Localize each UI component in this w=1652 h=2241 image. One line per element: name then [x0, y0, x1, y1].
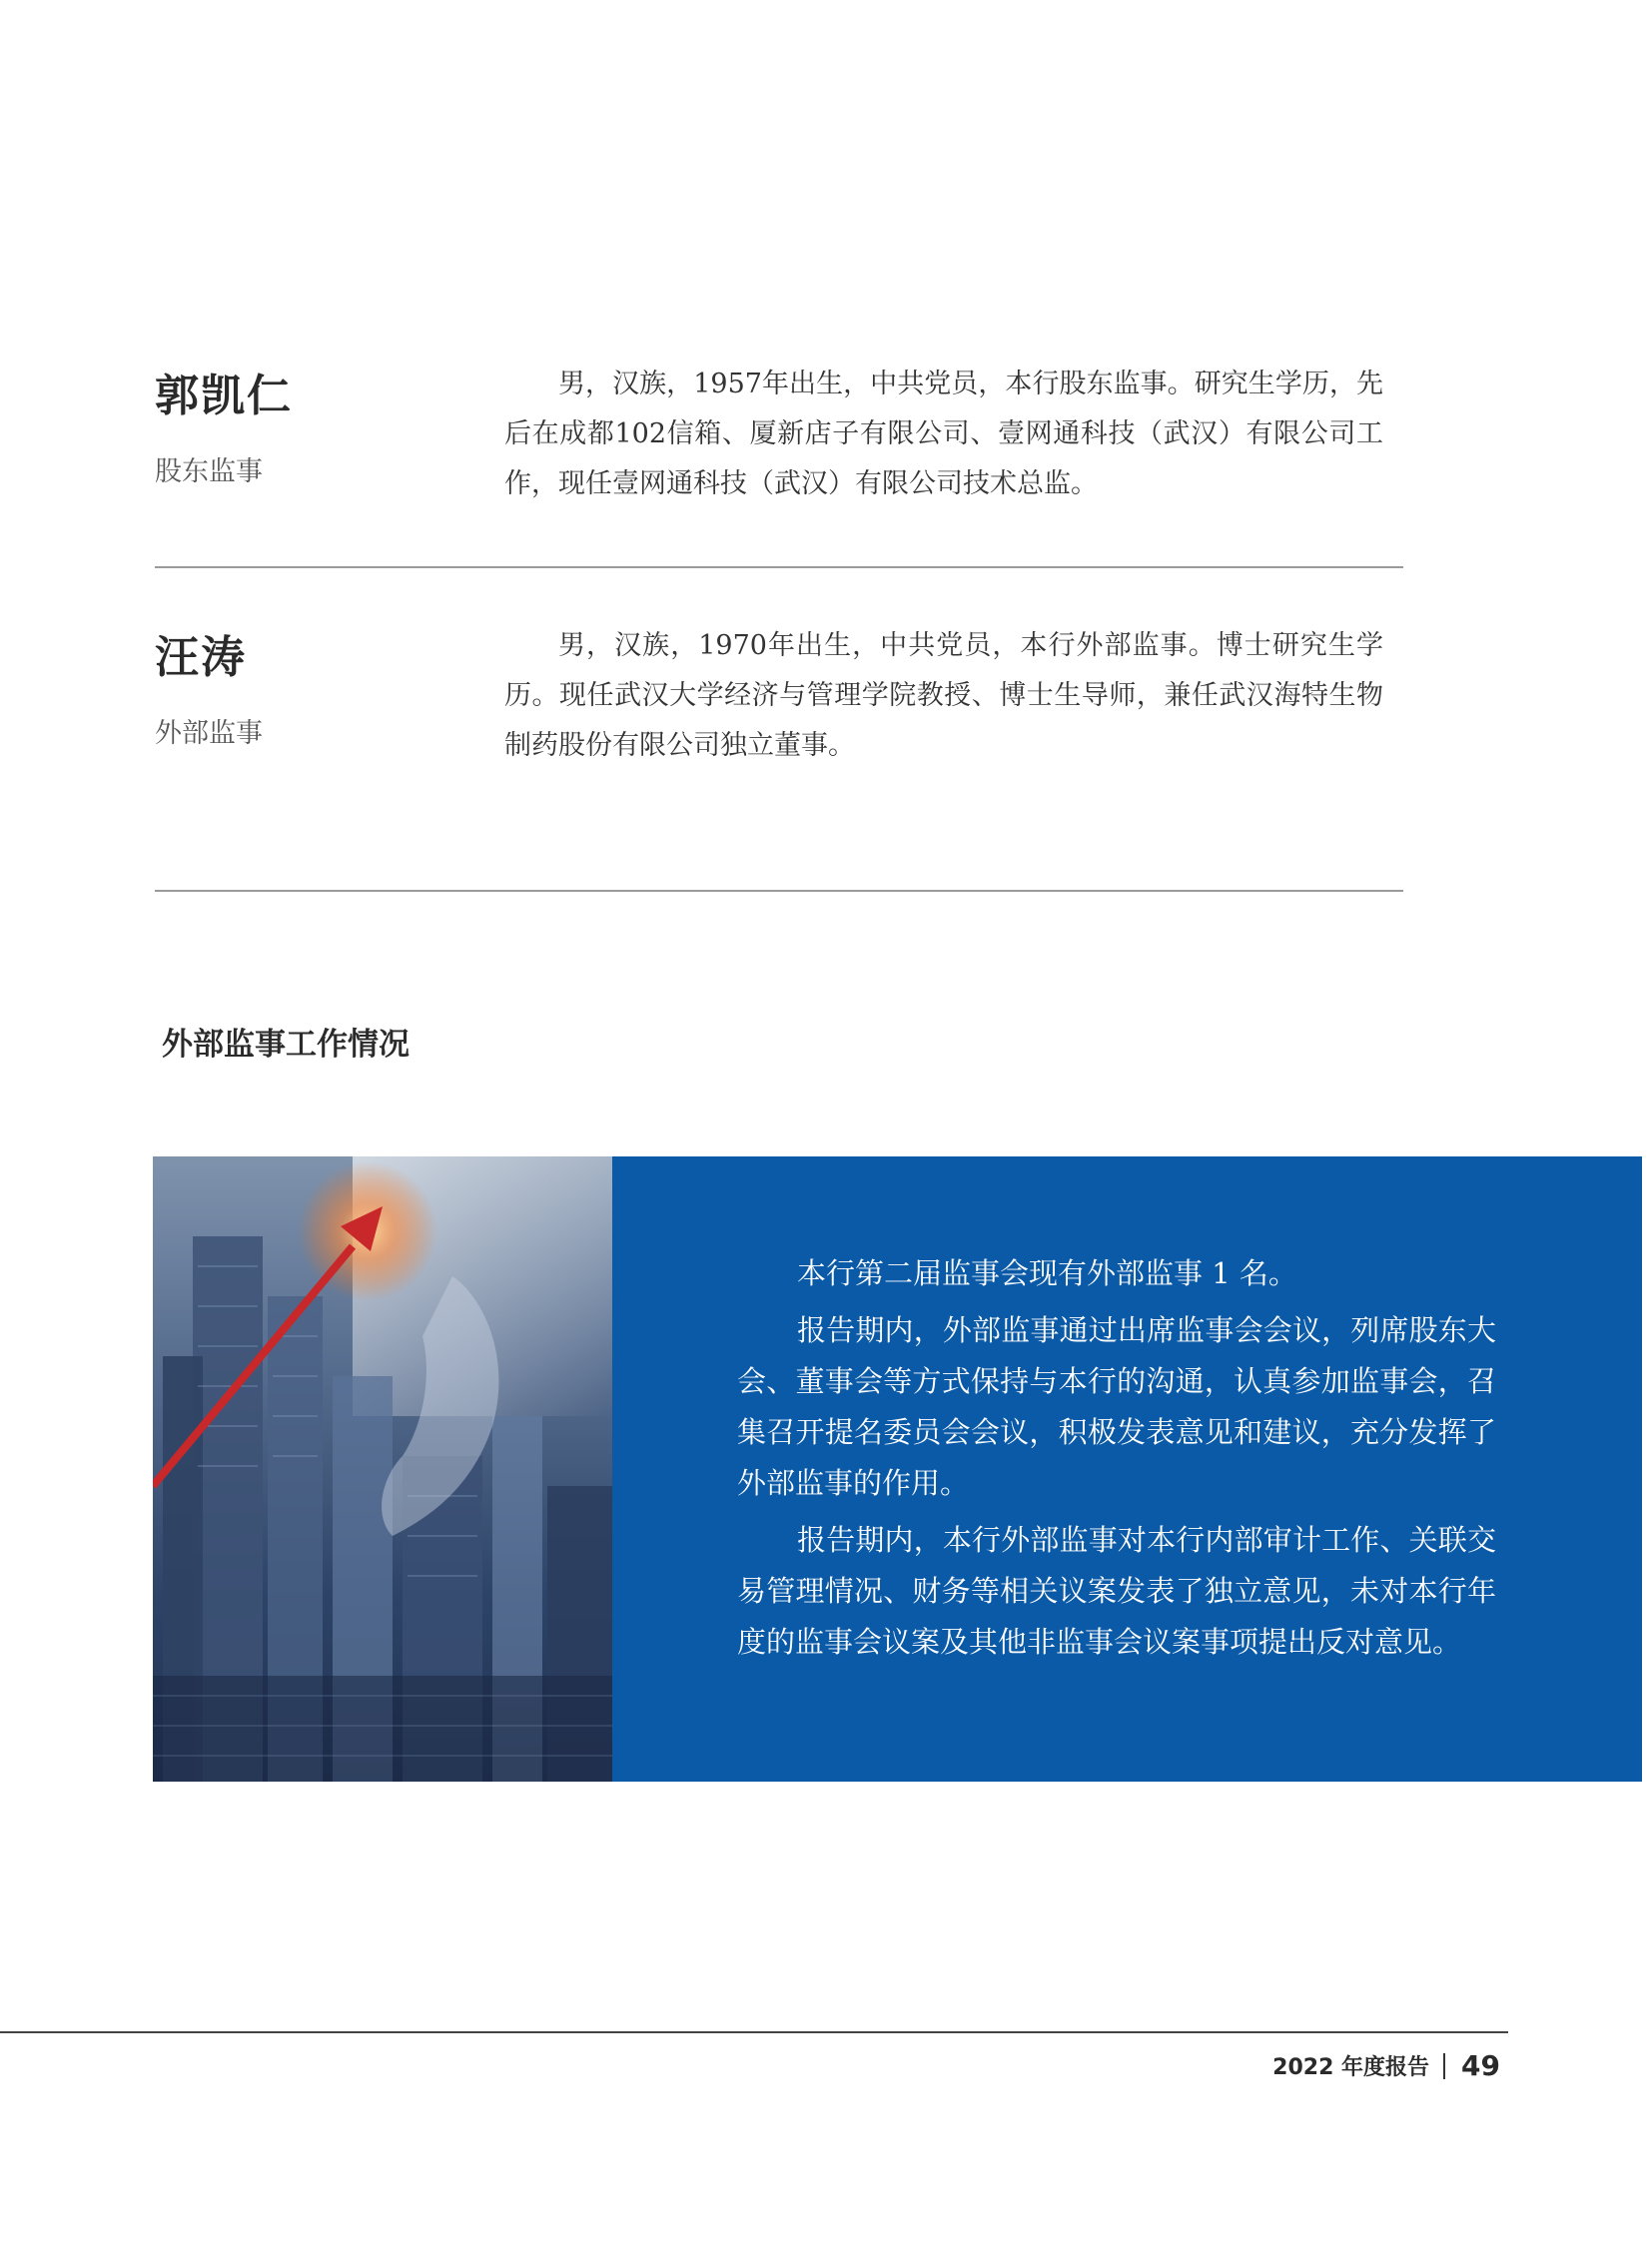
supervisor-bio: 男，汉族，1970年出生，中共党员，本行外部监事。博士研究生学历。现任武汉大学经济与管理学院教授、博士生导师，兼任武汉海特生物制药股份有限公司独立董事。	[504, 630, 1383, 761]
divider	[155, 890, 1403, 892]
feature-block	[153, 1156, 1642, 1782]
summary-panel	[612, 1156, 1642, 1782]
report-label: 2022 年度报告	[1272, 2055, 1430, 2080]
supervisor-bio: 男，汉族，1957年出生，中共党员，本行股东监事。研究生学历，先后在成都102信箱、厦新店子有限公司、壹网通科技（武汉）有限公司工作，现任壹网通科技（武汉）有限公司技术总监。	[504, 369, 1383, 499]
business-growth-photo	[153, 1156, 612, 1782]
summary-paragraph: 报告期内，本行外部监事对本行内部审计工作、关联交易管理情况、财务等相关议案发表了独立意见，未对本行年度的监事会议案及其他非监事会议案事项提出反对意见。	[737, 1523, 1496, 1659]
city-growth-illustration	[153, 1156, 612, 1782]
footer-separator	[1443, 2053, 1445, 2079]
section-heading: 外部监事工作情况	[162, 1027, 410, 1063]
summary-paragraph: 报告期内，外部监事通过出席监事会会议，列席股东大会、董事会等方式保持与本行的沟通，认真参加监事会，召集召开提名委员会会议，积极发表意见和建议，充分发挥了外部监事的作用。	[737, 1313, 1496, 1500]
supervisor-name: 汪涛	[155, 632, 247, 683]
summary-paragraph: 本行第二届监事会现有外部监事 1 名。	[797, 1256, 1297, 1290]
page-number: 49	[1461, 2049, 1500, 2082]
divider	[155, 566, 1403, 568]
supervisor-role: 外部监事	[155, 718, 263, 749]
footer-rule	[0, 2031, 1508, 2033]
summary-text	[737, 1248, 1496, 1668]
page-footer	[1272, 2049, 1500, 2082]
supervisor-role: 股东监事	[155, 456, 263, 487]
supervisor-name: 郭凯仁	[155, 371, 293, 421]
